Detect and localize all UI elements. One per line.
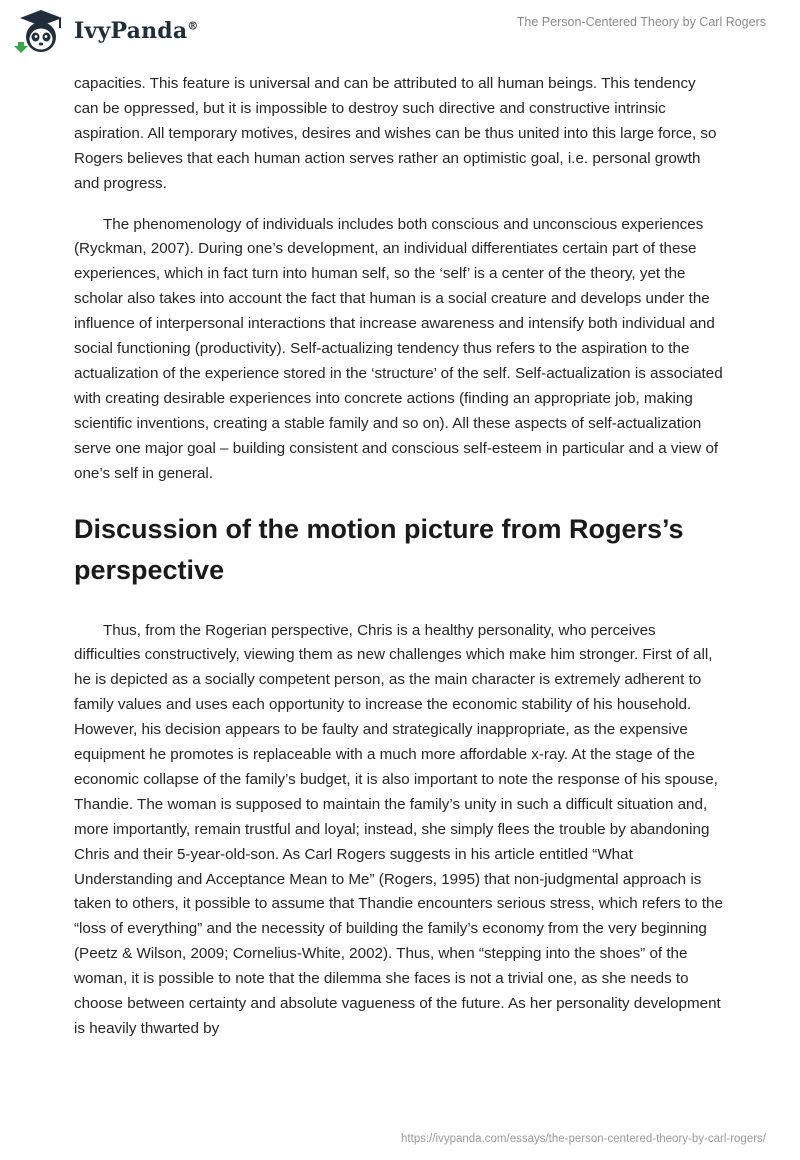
paragraph: Thus, from the Rogerian perspective, Chris is a healthy personality, who perceives difficulties constructively, viewing them as new challenges which make him stronger. First of all, he is depicted as a socially competent person, as the main character is extremely adherent to family values and uses each opportunity to increase the economic stability of his household. However, his decision appears to be faulty and strategically inappropriate, as the expensive equipment he promotes is replaceable with a much more affordable x-ray. At the stage of the economic collapse of the family’s budget, it is also important to note the response of his spouse, Thandie. The woman is supposed to maintain the family’s unity in such a difficult situation and, more importantly, remain trustful and loyal; instead, she simply flees the trouble by abandoning Chris and their 5-year-old-son. As Carl Rogers suggests in his article entitled “What Understanding and Acceptance Mean to Me” (Rogers, 1995) that non-judgmental approach is taken to others, it possible to assume that Thandie encounters serious stress, which refers to the “loss of everything” and the necessity of building the family’s economy from the very beginning (Peetz & Wilson, 2009; Cornelius-White, 2002). Thus, when “stepping into the shoes” of the woman, it is possible to note that the dilemma she faces is not a trivial one, as she needs to choose between certainty and absolute vagueness of the future. As her personality development is heavily thwarted by	[74, 621, 723, 1037]
document-title: The Person-Centered Theory by Carl Rogers	[516, 15, 766, 29]
panda-logo-icon	[14, 8, 68, 54]
brand-name: IvyPanda®	[74, 18, 199, 44]
page-header	[0, 0, 800, 70]
section-heading: Discussion of the motion picture from Rogers’s perspective	[74, 513, 684, 585]
essay-content	[74, 72, 724, 1042]
paragraph: capacities. This feature is universal and can be attributed to all human beings. This tendency can be oppressed, but it is impossible to destroy such directive and constructive intrinsic aspiration. All temporary motives, desires and wishes can be thus united into this large force, so Rogers believes that each human action serves rather an optimistic goal, i.e. personal growth and progress.	[74, 75, 717, 192]
source-url[interactable]: https://ivypanda.com/essays/the-person-centered-theory-by-carl-rogers/	[401, 1133, 766, 1145]
paragraph: The phenomenology of individuals includes both conscious and unconscious experiences (Ryckman, 2007). During one’s development, an individual differentiates certain part of these experiences, which in fact turn into human self, so the ‘self’ is a center of the theory, yet the scholar also takes into account the fact that human is a social creature and develops under the influence of interpersonal interactions that increase awareness and intensify both individual and social functioning (productivity). Self-actualizing tendency thus refers to the aspiration to the actualization of the experience stored in the ‘structure’ of the self. Self-actualization is associated with creating desirable experiences into concrete actions (finding an appropriate job, making scientific inventions, creating a stable family and so on). All these aspects of self-actualization serve one major goal – building consistent and conscious self-esteem in particular and a view of one’s self in general.	[74, 215, 723, 482]
brand-logo[interactable]	[14, 8, 199, 54]
